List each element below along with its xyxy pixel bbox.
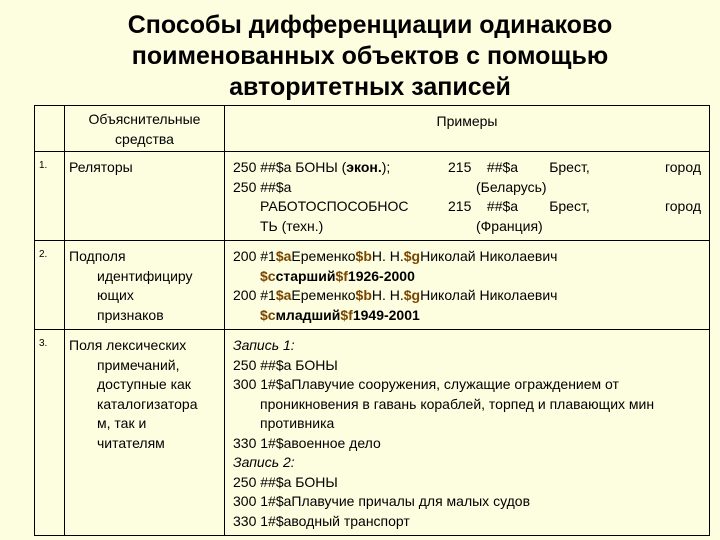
row-examples — [225, 241, 710, 330]
example-line: 330 1#$aвоенное дело — [233, 434, 381, 451]
table-header-row — [35, 106, 710, 152]
record-label: Запись 2: — [233, 454, 295, 470]
means-text: примечаний, — [97, 356, 180, 373]
means-text: м, так и — [97, 415, 147, 431]
example-line: $cстарший$f1926-2000 — [260, 267, 415, 284]
title-line-1: Способы дифференциации одинаково — [127, 11, 613, 39]
means-text: Реляторы — [69, 159, 133, 175]
means-text: ющих — [97, 287, 134, 303]
means-text: признаков — [97, 306, 164, 323]
example-line: 250 ##$a БОНЫ — [233, 473, 338, 490]
row-examples — [225, 152, 710, 241]
row-number: 3. — [35, 330, 65, 536]
row-means — [65, 241, 225, 330]
example-line: $cмладший$f1949-2001 — [260, 306, 420, 323]
means-text: Поля лексических — [69, 337, 187, 353]
example-line: 215 ##$a Брест, город — [448, 159, 701, 175]
table-row — [35, 152, 710, 241]
example-line: 250 ##$a — [233, 178, 292, 195]
header-num-cell — [35, 106, 65, 152]
row-means — [65, 152, 225, 241]
example-line: (Беларусь) — [476, 178, 547, 195]
example-line: (Франция) — [476, 217, 543, 234]
example-line: 200 #1$aЕременко$bН. Н.$gНиколай Николаевич — [233, 248, 558, 264]
examples-right — [448, 158, 701, 236]
header-means: Объяснительные средства — [65, 106, 225, 152]
example-line: 250 ##$a БОНЫ — [233, 356, 338, 373]
table-row — [35, 241, 710, 330]
example-line: РАБОТОСПОСОБНОС — [260, 198, 409, 214]
example-line: 200 #1$aЕременко$bН. Н.$gНиколай Николаевич — [233, 287, 558, 303]
means-text: идентифициру — [97, 267, 193, 284]
example-line: 300 1#$aПлавучие сооружения, служащие ограждением от проникновения в гавань кораблей, торпед и плавающих мин противника — [233, 376, 655, 431]
row-number: 1. — [35, 152, 65, 241]
example-line: 330 1#$aводный транспорт — [233, 512, 410, 529]
title-line-3: авторитетных записей — [229, 73, 511, 101]
slide-title — [60, 10, 680, 103]
row-number: 2. — [35, 241, 65, 330]
title-line-2: поименованных объектов с помощью — [131, 42, 609, 70]
means-text: читателям — [97, 434, 165, 451]
example-line: ТЬ (техн.) — [260, 217, 324, 234]
row-means — [65, 330, 225, 536]
examples-left — [233, 158, 448, 236]
means-text: Подполя — [69, 248, 126, 264]
row-examples — [225, 330, 710, 536]
example-line: 300 1#$aПлавучие причалы для малых судов — [233, 493, 531, 509]
example-line: 250 ##$a БОНЫ (экон.); — [233, 159, 391, 175]
header-examples: Примеры — [225, 106, 710, 152]
record-label: Запись 1: — [233, 337, 295, 353]
table-row — [35, 330, 710, 536]
means-text: доступные как — [97, 376, 191, 392]
example-line: 215 ##$a Брест, город — [448, 198, 701, 214]
methods-table — [34, 105, 710, 536]
means-text: каталогизатора — [97, 395, 198, 412]
